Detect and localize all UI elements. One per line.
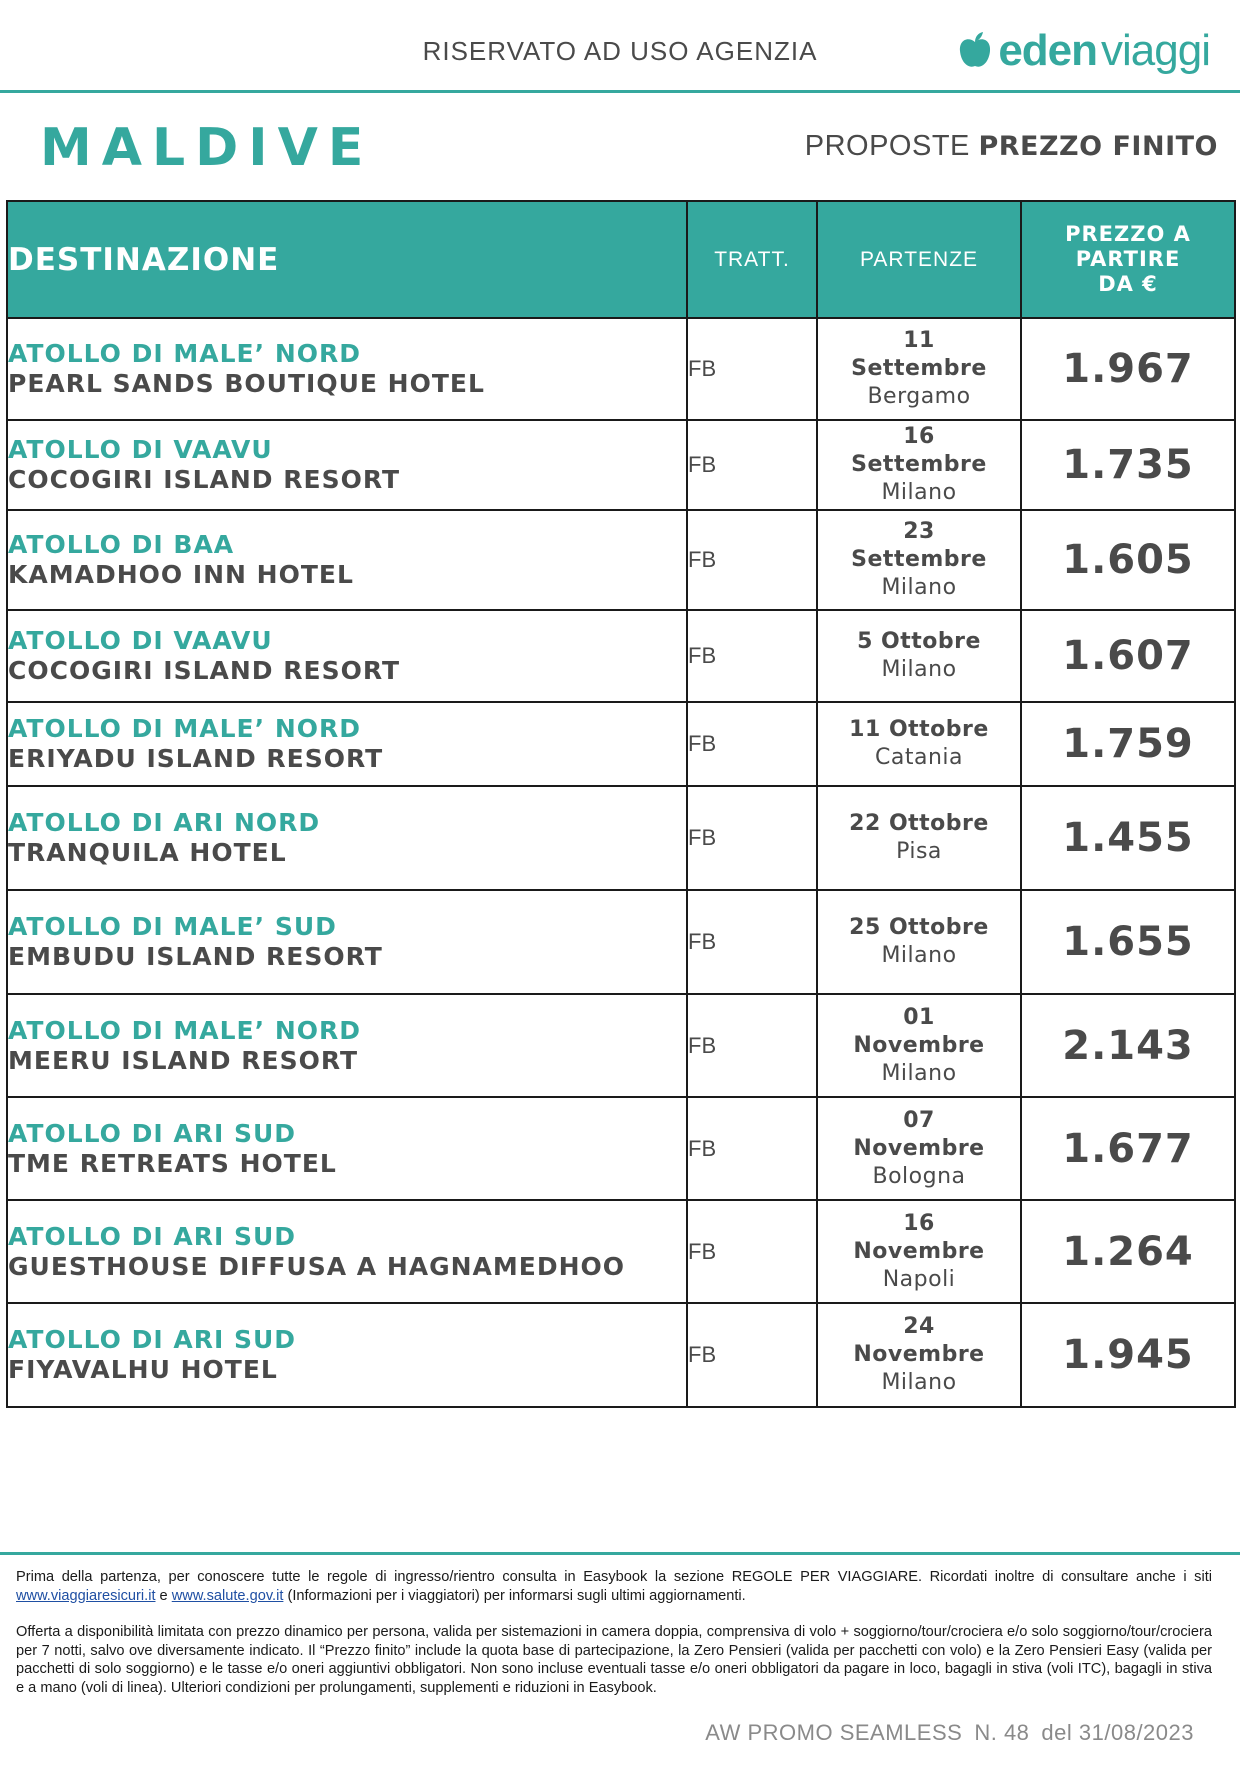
agency-only-label: RISERVATO AD USO AGENZIA [422, 36, 818, 66]
table-row [7, 1097, 1235, 1200]
price-cell: 1.945 [1021, 1303, 1235, 1407]
hotel-name: FIYAVALHU HOTEL [8, 1355, 278, 1384]
table-row [7, 994, 1235, 1097]
departure-date: 16 [903, 1210, 935, 1236]
departure-date: Settembre [851, 547, 987, 572]
note-text: (Informazioni per i viaggiatori) per informarsi sugli ultimi aggiornamenti. [283, 1587, 746, 1604]
departure-date: Novembre [853, 1135, 985, 1161]
destination-cell [7, 1097, 687, 1200]
departure-date: 16 [903, 424, 935, 449]
promo-name: AW PROMO SEAMLESS [705, 1720, 963, 1745]
destination-cell [7, 610, 687, 702]
departure-city: Catania [875, 745, 963, 770]
treatment-cell: FB [687, 994, 817, 1097]
promo-date: del 31/08/2023 [1041, 1720, 1194, 1745]
atoll-name: ATOLLO DI VAAVU [8, 435, 273, 464]
departure-date: Settembre [851, 452, 987, 477]
brand-word-eden: eden [998, 26, 1098, 75]
table-row [7, 420, 1235, 510]
column-header-price [1021, 201, 1235, 318]
treatment-cell: FB [687, 702, 817, 786]
hotel-name: TRANQUILA HOTEL [8, 838, 287, 867]
departure-cell [817, 994, 1021, 1097]
destination-cell [7, 890, 687, 994]
treatment-cell: FB [687, 610, 817, 702]
departure-date: 01 [903, 1004, 935, 1030]
offers-table [6, 200, 1236, 1408]
departure-date: Novembre [853, 1342, 985, 1367]
header-divider [0, 90, 1240, 93]
price-cell: 1.735 [1021, 420, 1235, 510]
price-cell: 1.264 [1021, 1200, 1235, 1303]
atoll-name: ATOLLO DI MALE’ NORD [8, 1015, 362, 1045]
departure-date: 22 Ottobre [849, 811, 989, 836]
table-row [7, 702, 1235, 786]
table-header-row [7, 201, 1235, 318]
hotel-name: TME RETREATS HOTEL [8, 1148, 337, 1178]
table-row [7, 890, 1235, 994]
treatment-cell: FB [687, 318, 817, 420]
departure-date: 25 Ottobre [849, 915, 989, 940]
table-row [7, 786, 1235, 890]
atoll-name: ATOLLO DI MALE’ NORD [8, 339, 362, 368]
departure-city: Milano [881, 1370, 957, 1395]
atoll-name: ATOLLO DI BAA [8, 530, 235, 559]
destination-cell [7, 318, 687, 420]
hotel-name: COCOGIRI ISLAND RESORT [8, 656, 401, 685]
atoll-name: ATOLLO DI ARI NORD [8, 808, 321, 837]
departure-date: Novembre [853, 1238, 985, 1264]
departure-cell [817, 510, 1021, 610]
treatment-cell: FB [687, 890, 817, 994]
hotel-name: EMBUDU ISLAND RESORT [8, 942, 383, 971]
column-header-treatment: TRATT. [687, 201, 817, 318]
departure-cell [817, 1303, 1021, 1407]
treatment-cell: FB [687, 1200, 817, 1303]
destination-cell [7, 510, 687, 610]
atoll-name: ATOLLO DI ARI SUD [8, 1325, 297, 1354]
departure-date: Novembre [853, 1032, 985, 1058]
departure-date: 24 [903, 1314, 935, 1339]
departure-city: Milano [881, 575, 957, 600]
footer-divider [0, 1552, 1240, 1555]
departure-cell [817, 610, 1021, 702]
destination-cell [7, 702, 687, 786]
destination-cell [7, 994, 687, 1097]
column-header-destination: DESTINAZIONE [7, 201, 687, 318]
price-cell: 1.655 [1021, 890, 1235, 994]
departure-cell [817, 702, 1021, 786]
price-cell: 1.677 [1021, 1097, 1235, 1200]
departure-cell [817, 786, 1021, 890]
price-cell: 1.759 [1021, 702, 1235, 786]
destination-cell [7, 1200, 687, 1303]
page-subtitle [805, 130, 1218, 163]
page-title: MALDIVE [40, 118, 374, 178]
destination-cell [7, 420, 687, 510]
column-header-departures: PARTENZE [817, 201, 1021, 318]
subtitle-bold: PREZZO FINITO [978, 131, 1218, 162]
table-row [7, 1303, 1235, 1407]
departure-city: Milano [881, 480, 957, 505]
hotel-name: MEERU ISLAND RESORT [8, 1045, 359, 1075]
departure-date: 11 [903, 328, 935, 353]
destination-cell [7, 1303, 687, 1407]
departure-date: Settembre [851, 356, 987, 381]
link-viaggiaresicuri[interactable]: www.viaggiaresicuri.it [16, 1587, 156, 1604]
link-salute-gov[interactable]: www.salute.gov.it [171, 1587, 284, 1604]
note-text: Prima della partenza, per conoscere tutte le regole di ingresso/rientro consulta in Easybook la sezione REGOLE PER VIAGGIARE. Ricordati inoltre di consultare anche i siti [16, 1569, 1212, 1585]
hotel-name: PEARL SANDS BOUTIQUE HOTEL [8, 369, 485, 398]
departure-city: Milano [881, 657, 957, 682]
atoll-name: ATOLLO DI ARI SUD [8, 1118, 297, 1148]
treatment-cell: FB [687, 1097, 817, 1200]
price-cell: 1.967 [1021, 318, 1235, 420]
promo-number: N. 48 [974, 1720, 1030, 1745]
treatment-cell: FB [687, 1303, 817, 1407]
departure-city: Bergamo [867, 384, 971, 409]
price-cell: 1.605 [1021, 510, 1235, 610]
price-cell: 2.143 [1021, 994, 1235, 1097]
departure-date: 07 [903, 1107, 935, 1133]
subtitle-prefix: PROPOSTE [804, 130, 970, 162]
atoll-name: ATOLLO DI MALE’ SUD [8, 912, 337, 941]
table-row [7, 318, 1235, 420]
brand-word-viaggi: viaggi [1101, 26, 1210, 75]
treatment-cell: FB [687, 420, 817, 510]
departure-city: Milano [881, 943, 957, 968]
terms-notes [16, 1568, 1212, 1715]
atoll-name: ATOLLO DI MALE’ NORD [8, 714, 362, 743]
price-header-line: PARTIRE [1075, 247, 1181, 271]
table-row [7, 1200, 1235, 1303]
departure-date: 23 [903, 519, 935, 544]
eden-viaggi-logo [958, 26, 1210, 76]
departure-city: Milano [881, 1060, 957, 1086]
departure-cell [817, 318, 1021, 420]
price-cell: 1.455 [1021, 786, 1235, 890]
apple-logo-icon [958, 31, 992, 71]
hotel-name: COCOGIRI ISLAND RESORT [8, 465, 401, 494]
treatment-cell: FB [687, 786, 817, 890]
offer-conditions-note: Offerta a disponibilità limitata con prezzo dinamico per persona, valida per sistemazioni in camera doppia, comprensiva di volo + soggiorno/tour/crociera e/o solo soggiorno/tour/crociera per 7 notti, salvo ove diversamente indicato. Il “Prezzo finito” include la quota base di partecipazione, la Zero Pensieri (valida per pacchetti con volo) e la Zero Pensieri Easy (valida per pacchetti di solo soggiorno) e le tasse e/o oneri aggiuntivi obbligatori. Non sono incluse eventuali tasse e/o oneri obbligatori da pagare in loco, bagagli in stiva (voli ITC), bagagli in stiva e a mano (voli di linea). Ulteriori condizioni per prolungamenti, supplementi e riduzioni in Easybook. [16, 1624, 1212, 1696]
departure-cell [817, 1200, 1021, 1303]
treatment-cell: FB [687, 510, 817, 610]
price-header-line: PREZZO A [1065, 222, 1191, 246]
table-row [7, 610, 1235, 702]
departure-date: 11 Ottobre [849, 717, 989, 742]
hotel-name: ERIYADU ISLAND RESORT [8, 744, 384, 773]
departure-cell [817, 420, 1021, 510]
departure-cell [817, 890, 1021, 994]
travel-rules-note [16, 1568, 1212, 1605]
hotel-name: GUESTHOUSE DIFFUSA A HAGNAMEDHOO [8, 1251, 626, 1281]
note-text: e [155, 1587, 172, 1604]
departure-city: Napoli [882, 1266, 956, 1292]
departure-city: Bologna [872, 1163, 966, 1189]
price-cell: 1.607 [1021, 610, 1235, 702]
atoll-name: ATOLLO DI VAAVU [8, 626, 273, 655]
price-header-line: DA € [1098, 272, 1158, 296]
hotel-name: KAMADHOO INN HOTEL [8, 560, 354, 589]
departure-city: Pisa [896, 839, 942, 864]
departure-cell [817, 1097, 1021, 1200]
promo-reference [693, 1720, 1194, 1746]
destination-cell [7, 786, 687, 890]
atoll-name: ATOLLO DI ARI SUD [8, 1221, 297, 1251]
table-row [7, 510, 1235, 610]
departure-date: 5 Ottobre [857, 629, 981, 654]
